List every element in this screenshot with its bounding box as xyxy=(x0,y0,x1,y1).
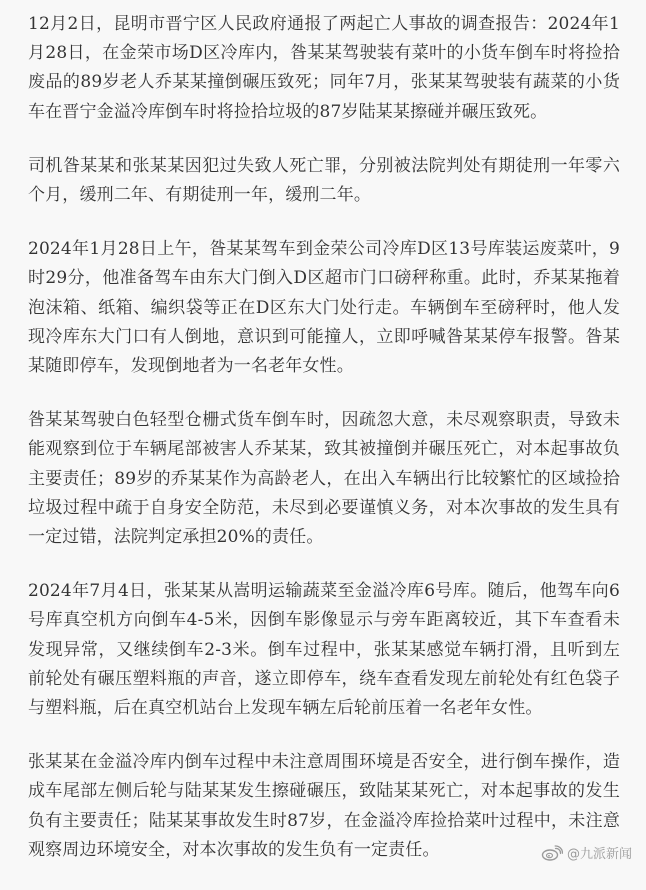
paragraph-intro: 12月2日，昆明市晋宁区人民政府通报了两起亡人事故的调查报告：2024年1月28日，在金荣市场D区冷库内，昝某某驾驶装有菜叶的小货车倒车时将捡拾废品的89岁老人乔某某撞倒碾压致死；同年7月，张某某驾驶装有蔬菜的小货车在晋宁金溢冷库倒车时将捡拾垃圾的87岁陆某某擦碰并碾压致死。 xyxy=(28,14,620,122)
watermark-text: @九派新闻 xyxy=(566,847,632,862)
paragraph-case2-details: 2024年7月4日，张某某从嵩明运输蔬菜至金溢冷库6号库。随后，他驾车向6号库真空机方向倒车4-5米，因倒车影像显示与旁车距离较近，其下车查看未发现异常，又继续倒车2-3米。倒车过程中，张某某感觉车辆打滑，且听到左前轮处有碾压塑料瓶的声音，遂立即停车，绕车查看发现左前轮处有红色袋子与塑料瓶，后在真空机站台上发现车辆左后轮前压着一名老年女性。 xyxy=(28,581,620,719)
paragraph-case1-details: 2024年1月28日上午，昝某某驾车到金荣公司冷库D区13号库装运废菜叶，9时29分，他准备驾车由东大门倒入D区超市门口磅秤称重。此时，乔某某拖着泡沫箱、纸箱、编织袋等正在D区东大门处行走。车辆倒车至磅秤时，他人发现冷库东大门口有人倒地，意识到可能撞人，立即呼喊昝某某停车报警。昝某某随即停车，发现倒地者为一名老年女性。 xyxy=(28,239,620,377)
article-body xyxy=(28,10,620,890)
paragraph-case1-liability: 昝某某驾驶白色轻型仓栅式货车倒车时，因疏忽大意，未尽观察职责，导致未能观察到位于车辆尾部被害人乔某某，致其被撞倒并碾压死亡，对本起事故负主要责任；89岁的乔某某作为高龄老人，在出入车辆出行比较繁忙的区域捡拾垃圾过程中疏于自身安全防范，未尽到必要谨慎义务，对本次事故的发生具有一定过错，法院判定承担20%的责任。 xyxy=(28,410,620,548)
source-watermark xyxy=(541,843,632,862)
weibo-logo-icon xyxy=(541,845,563,861)
paragraph-case2-liability: 张某某在金溢冷库内倒车过程中未注意周围环境是否安全，进行倒车操作，造成车尾部左侧后轮与陆某某发生擦碰碾压，致陆某某死亡，对本起事故的发生负有主要责任；陆某某事故发生时87岁，在金溢冷库捡拾菜叶过程中，未注意观察周边环境安全，对本次事故的发生负有一定责任。 xyxy=(28,752,620,860)
paragraph-sentences: 司机昝某某和张某某因犯过失致人死亡罪，分别被法院判处有期徒刑一年零六个月，缓刑二年、有期徒刑一年，缓刑二年。 xyxy=(28,155,620,206)
